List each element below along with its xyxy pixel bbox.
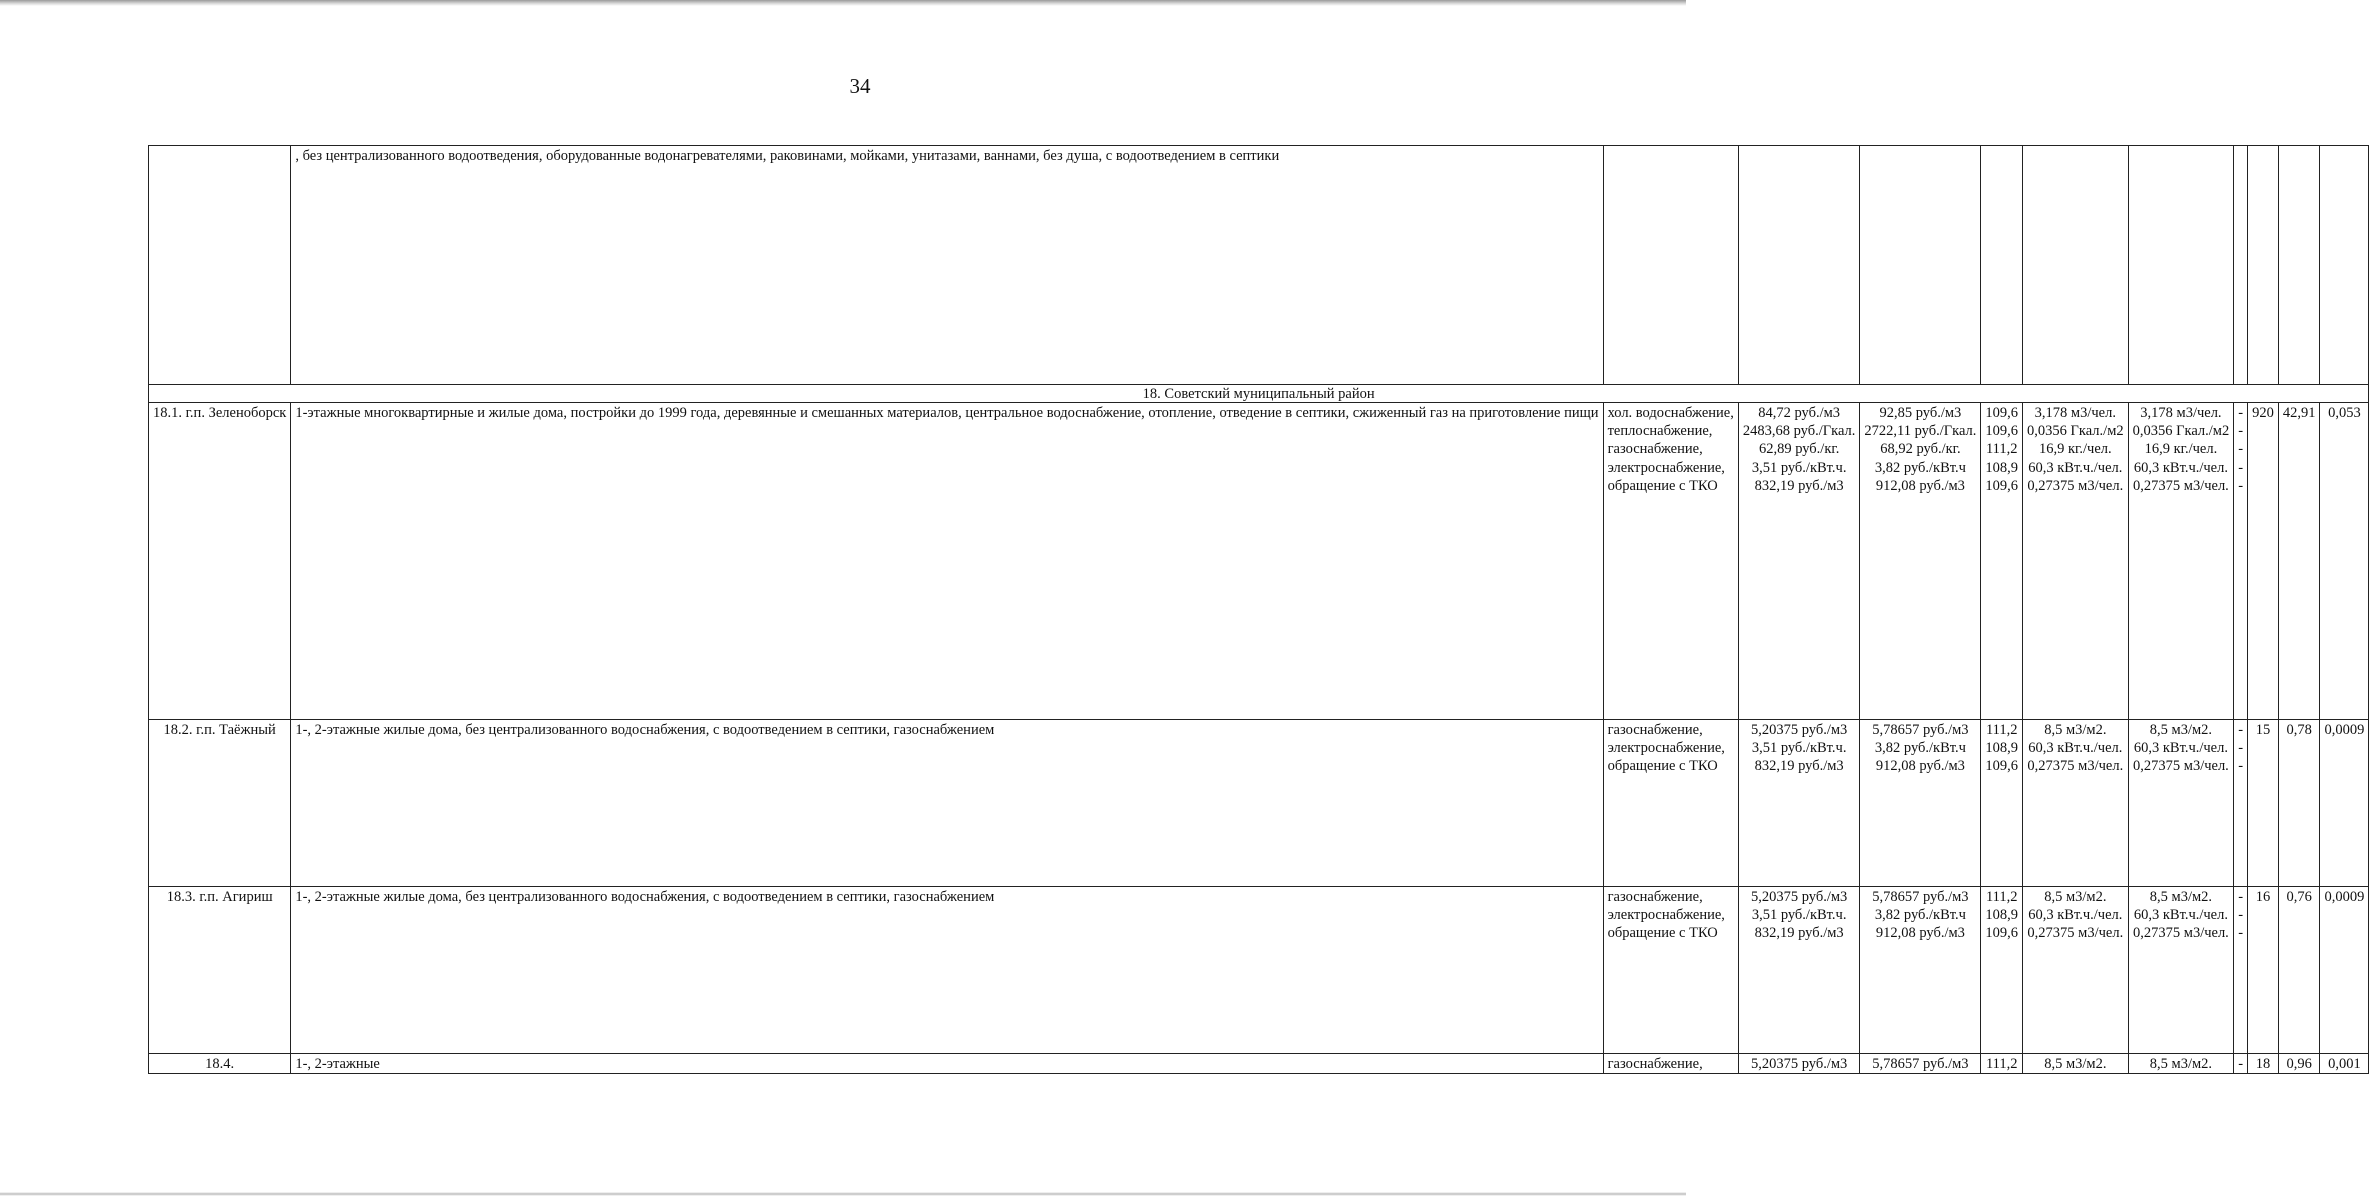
services-line: обращение с ТКО xyxy=(1607,477,1718,494)
cell-row-id: 18.2. г.п. Таёжный xyxy=(149,720,291,887)
tariff-new-line: 68,92 руб./кг. xyxy=(1880,441,1961,458)
change-line: - xyxy=(2238,459,2244,476)
change-line: - xyxy=(2238,441,2244,458)
cell-description: 1-, 2-этажные жилые дома, без централизованного водоснабжения, с водоотведением в септики, газоснабжением xyxy=(291,720,1603,887)
cell-norm-old xyxy=(2023,887,2129,1054)
norm-old-line: 0,27375 м3/чел. xyxy=(2027,925,2124,942)
tariff-old-line: 5,20375 руб./м3 xyxy=(1750,722,1848,738)
cell-empty xyxy=(2248,146,2279,385)
cell-row-id: 18.4. xyxy=(149,1054,291,1074)
tariff-new-line: 92,85 руб./м3 xyxy=(1879,405,1962,421)
cell-tariff-old xyxy=(1738,887,1860,1054)
cell-empty xyxy=(2320,146,2369,385)
norm-new-line: 3,178 м3/чел. xyxy=(2140,405,2222,421)
cell-change xyxy=(2234,720,2248,887)
cell-norm-old: 8,5 м3/м2. xyxy=(2023,1054,2129,1074)
tariff-old-line: 832,19 руб./м3 xyxy=(1754,477,1844,494)
cell-description: 1-этажные многоквартирные и жилые дома, постройки до 1999 года, деревянные и смешанных материалов, центральное водоснабжение, отопление, отведение в септики, сжиженный газ на приготовление пищи xyxy=(291,403,1603,720)
cell-share: 0,0009 xyxy=(2320,887,2369,1054)
services-line: электроснабжение, xyxy=(1607,459,1725,476)
tariff-old-line: 2483,68 руб./Гкал. xyxy=(1742,423,1856,440)
services-line: газоснабжение, xyxy=(1607,889,1703,905)
tariff-new-line: 5,78657 руб./м3 xyxy=(1872,722,1969,738)
cell-share: 0,001 xyxy=(2320,1054,2369,1074)
cell-empty xyxy=(2234,146,2248,385)
norm-old-line: 60,3 кВт.ч./чел. xyxy=(2028,907,2123,924)
norm-new-line: 0,0356 Гкал./м2 xyxy=(2132,423,2230,440)
tariff-new-line: 3,82 руб./кВт.ч xyxy=(1874,459,1966,476)
change-line: - xyxy=(2238,758,2244,775)
cell-services xyxy=(1603,403,1738,720)
table-row xyxy=(149,720,2369,887)
cell-index xyxy=(1981,720,2023,887)
cell-count: 15 xyxy=(2248,720,2279,887)
table-row-continuation xyxy=(149,146,2369,385)
tariff-old-line: 62,89 руб./кг. xyxy=(1758,441,1840,458)
change-line: - xyxy=(2238,907,2244,924)
tariff-old-line: 5,20375 руб./м3 xyxy=(1750,889,1848,905)
norm-old-line: 0,27375 м3/чел. xyxy=(2027,477,2124,494)
tariff-old-line: 84,72 руб./м3 xyxy=(1758,405,1841,421)
cell-tariff-old xyxy=(1738,403,1860,720)
services-line: хол. водоснабжение, xyxy=(1607,405,1734,421)
norm-old-line: 3,178 м3/чел. xyxy=(2034,405,2116,421)
cell-value: 0,76 xyxy=(2278,887,2320,1054)
change-line: - xyxy=(2238,423,2244,440)
cell-empty xyxy=(1738,146,1860,385)
tariff-new-line: 912,08 руб./м3 xyxy=(1875,477,1965,494)
change-line: - xyxy=(2238,925,2244,942)
norm-old-line: 60,3 кВт.ч./чел. xyxy=(2028,459,2123,476)
cell-share: 0,053 xyxy=(2320,403,2369,720)
tariff-new-line: 2722,11 руб./Гкал. xyxy=(1864,423,1977,440)
scan-edge-top xyxy=(0,0,1686,6)
change-line: - xyxy=(2238,405,2244,421)
cell-row-id: 18.3. г.п. Агириш xyxy=(149,887,291,1054)
cell-empty xyxy=(1860,146,1981,385)
index-line: 109,6 xyxy=(1985,423,2019,440)
index-line: 111,2 xyxy=(1985,722,2018,738)
services-line: газоснабжение, xyxy=(1607,722,1703,738)
services-line: теплоснабжение, xyxy=(1607,423,1713,440)
tariff-new-line: 5,78657 руб./м3 xyxy=(1872,889,1969,905)
cell-description: , без централизованного водоотведения, оборудованные водонагревателями, раковинами, мойками, унитазами, ваннами, без душа, с водоотведением в септики xyxy=(291,146,1603,385)
norm-old-line: 60,3 кВт.ч./чел. xyxy=(2028,740,2123,757)
cell-services xyxy=(1603,887,1738,1054)
norm-new-line: 0,27375 м3/чел. xyxy=(2133,925,2229,942)
index-line: 111,2 xyxy=(1985,889,2018,905)
cell-tariff-new xyxy=(1860,403,1981,720)
cell-norm-new xyxy=(2128,887,2234,1054)
tariff-new-line: 3,82 руб./кВт.ч xyxy=(1874,740,1966,757)
norm-new-line: 60,3 кВт.ч./чел. xyxy=(2133,459,2228,476)
index-line: 109,6 xyxy=(1985,925,2019,942)
cell-tariff-new xyxy=(1860,720,1981,887)
tariff-old-line: 3,51 руб./кВт.ч. xyxy=(1751,907,1847,924)
norm-new-line: 16,9 кг./чел. xyxy=(2144,441,2218,458)
cell-count: 920 xyxy=(2248,403,2279,720)
cell-value: 42,91 xyxy=(2278,403,2320,720)
table-row xyxy=(149,1054,2369,1074)
cell-norm-new xyxy=(2128,720,2234,887)
index-line: 111,2 xyxy=(1985,441,2018,458)
norm-new-line: 8,5 м3/м2. xyxy=(2149,722,2213,738)
index-line: 108,9 xyxy=(1985,907,2019,924)
cell-empty xyxy=(2278,146,2320,385)
cell-index xyxy=(1981,887,2023,1054)
norm-new-line: 60,3 кВт.ч./чел. xyxy=(2133,907,2228,924)
cell-norm-new xyxy=(2128,403,2234,720)
tariff-new-line: 3,82 руб./кВт.ч xyxy=(1874,907,1966,924)
cell-services xyxy=(1603,720,1738,887)
tariff-old-line: 3,51 руб./кВт.ч. xyxy=(1751,459,1847,476)
tariff-new-line: 912,08 руб./м3 xyxy=(1875,758,1965,775)
index-line: 109,6 xyxy=(1985,477,2019,494)
cell-description: 1-, 2-этажные жилые дома, без централизованного водоснабжения, с водоотведением в септики, газоснабжением xyxy=(291,887,1603,1054)
cell-norm-old xyxy=(2023,720,2129,887)
change-line: - xyxy=(2238,740,2244,757)
section-title: 18. Советский муниципальный район xyxy=(149,385,2369,403)
cell-change xyxy=(2234,887,2248,1054)
cell-empty xyxy=(2128,146,2234,385)
index-line: 108,9 xyxy=(1985,459,2019,476)
change-line: - xyxy=(2238,722,2244,738)
tariff-new-line: 912,08 руб./м3 xyxy=(1875,925,1965,942)
cell-services: газоснабжение, xyxy=(1603,1054,1738,1074)
cell-value: 0,78 xyxy=(2278,720,2320,887)
norm-old-line: 8,5 м3/м2. xyxy=(2044,722,2107,738)
cell-value: 0,96 xyxy=(2278,1054,2320,1074)
norm-old-line: 16,9 кг./чел. xyxy=(2039,441,2112,458)
cell-norm-new: 8,5 м3/м2. xyxy=(2128,1054,2234,1074)
services-line: электроснабжение, xyxy=(1607,907,1725,924)
cell-tariff-old xyxy=(1738,720,1860,887)
norm-new-line: 0,27375 м3/чел. xyxy=(2133,758,2229,775)
cell-empty xyxy=(1603,146,1738,385)
tariff-old-line: 832,19 руб./м3 xyxy=(1754,758,1844,775)
cell-tariff-old: 5,20375 руб./м3 xyxy=(1738,1054,1860,1074)
norm-old-line: 8,5 м3/м2. xyxy=(2044,889,2107,905)
index-line: 108,9 xyxy=(1985,740,2019,757)
norm-old-line: 0,27375 м3/чел. xyxy=(2027,758,2124,775)
page-number: 34 xyxy=(849,74,871,98)
services-line: обращение с ТКО xyxy=(1607,758,1718,775)
cell-empty xyxy=(1981,146,2023,385)
cell-change: - xyxy=(2234,1054,2248,1074)
section-header-row xyxy=(149,385,2369,403)
norm-old-line: 0,0356 Гкал./м2 xyxy=(2027,423,2124,440)
cell-tariff-new: 5,78657 руб./м3 xyxy=(1860,1054,1981,1074)
services-line: обращение с ТКО xyxy=(1607,925,1718,942)
index-line: 109,6 xyxy=(1985,405,2019,421)
change-line: - xyxy=(2238,477,2244,494)
index-line: 109,6 xyxy=(1985,758,2019,775)
norm-new-line: 0,27375 м3/чел. xyxy=(2133,477,2229,494)
tariff-old-line: 3,51 руб./кВт.ч. xyxy=(1751,740,1847,757)
tariff-table xyxy=(148,145,2369,1074)
cell-count: 18 xyxy=(2248,1054,2279,1074)
cell-empty xyxy=(2023,146,2129,385)
cell-change xyxy=(2234,403,2248,720)
change-line: - xyxy=(2238,889,2244,905)
cell-norm-old xyxy=(2023,403,2129,720)
cell-index xyxy=(1981,403,2023,720)
cell-share: 0,0009 xyxy=(2320,720,2369,887)
table-row xyxy=(149,403,2369,720)
table-row xyxy=(149,887,2369,1054)
tariff-old-line: 832,19 руб./м3 xyxy=(1754,925,1844,942)
services-line: электроснабжение, xyxy=(1607,740,1725,757)
cell-description: 1-, 2-этажные xyxy=(291,1054,1603,1074)
norm-new-line: 8,5 м3/м2. xyxy=(2149,889,2213,905)
services-line: газоснабжение, xyxy=(1607,441,1703,458)
norm-new-line: 60,3 кВт.ч./чел. xyxy=(2133,740,2228,757)
cell-tariff-new xyxy=(1860,887,1981,1054)
cell-count: 16 xyxy=(2248,887,2279,1054)
scan-edge-bottom xyxy=(0,1192,1686,1196)
cell-index: 111,2 xyxy=(1981,1054,2023,1074)
cell-empty xyxy=(149,146,291,385)
cell-row-id: 18.1. г.п. Зеленоборск xyxy=(149,403,291,720)
